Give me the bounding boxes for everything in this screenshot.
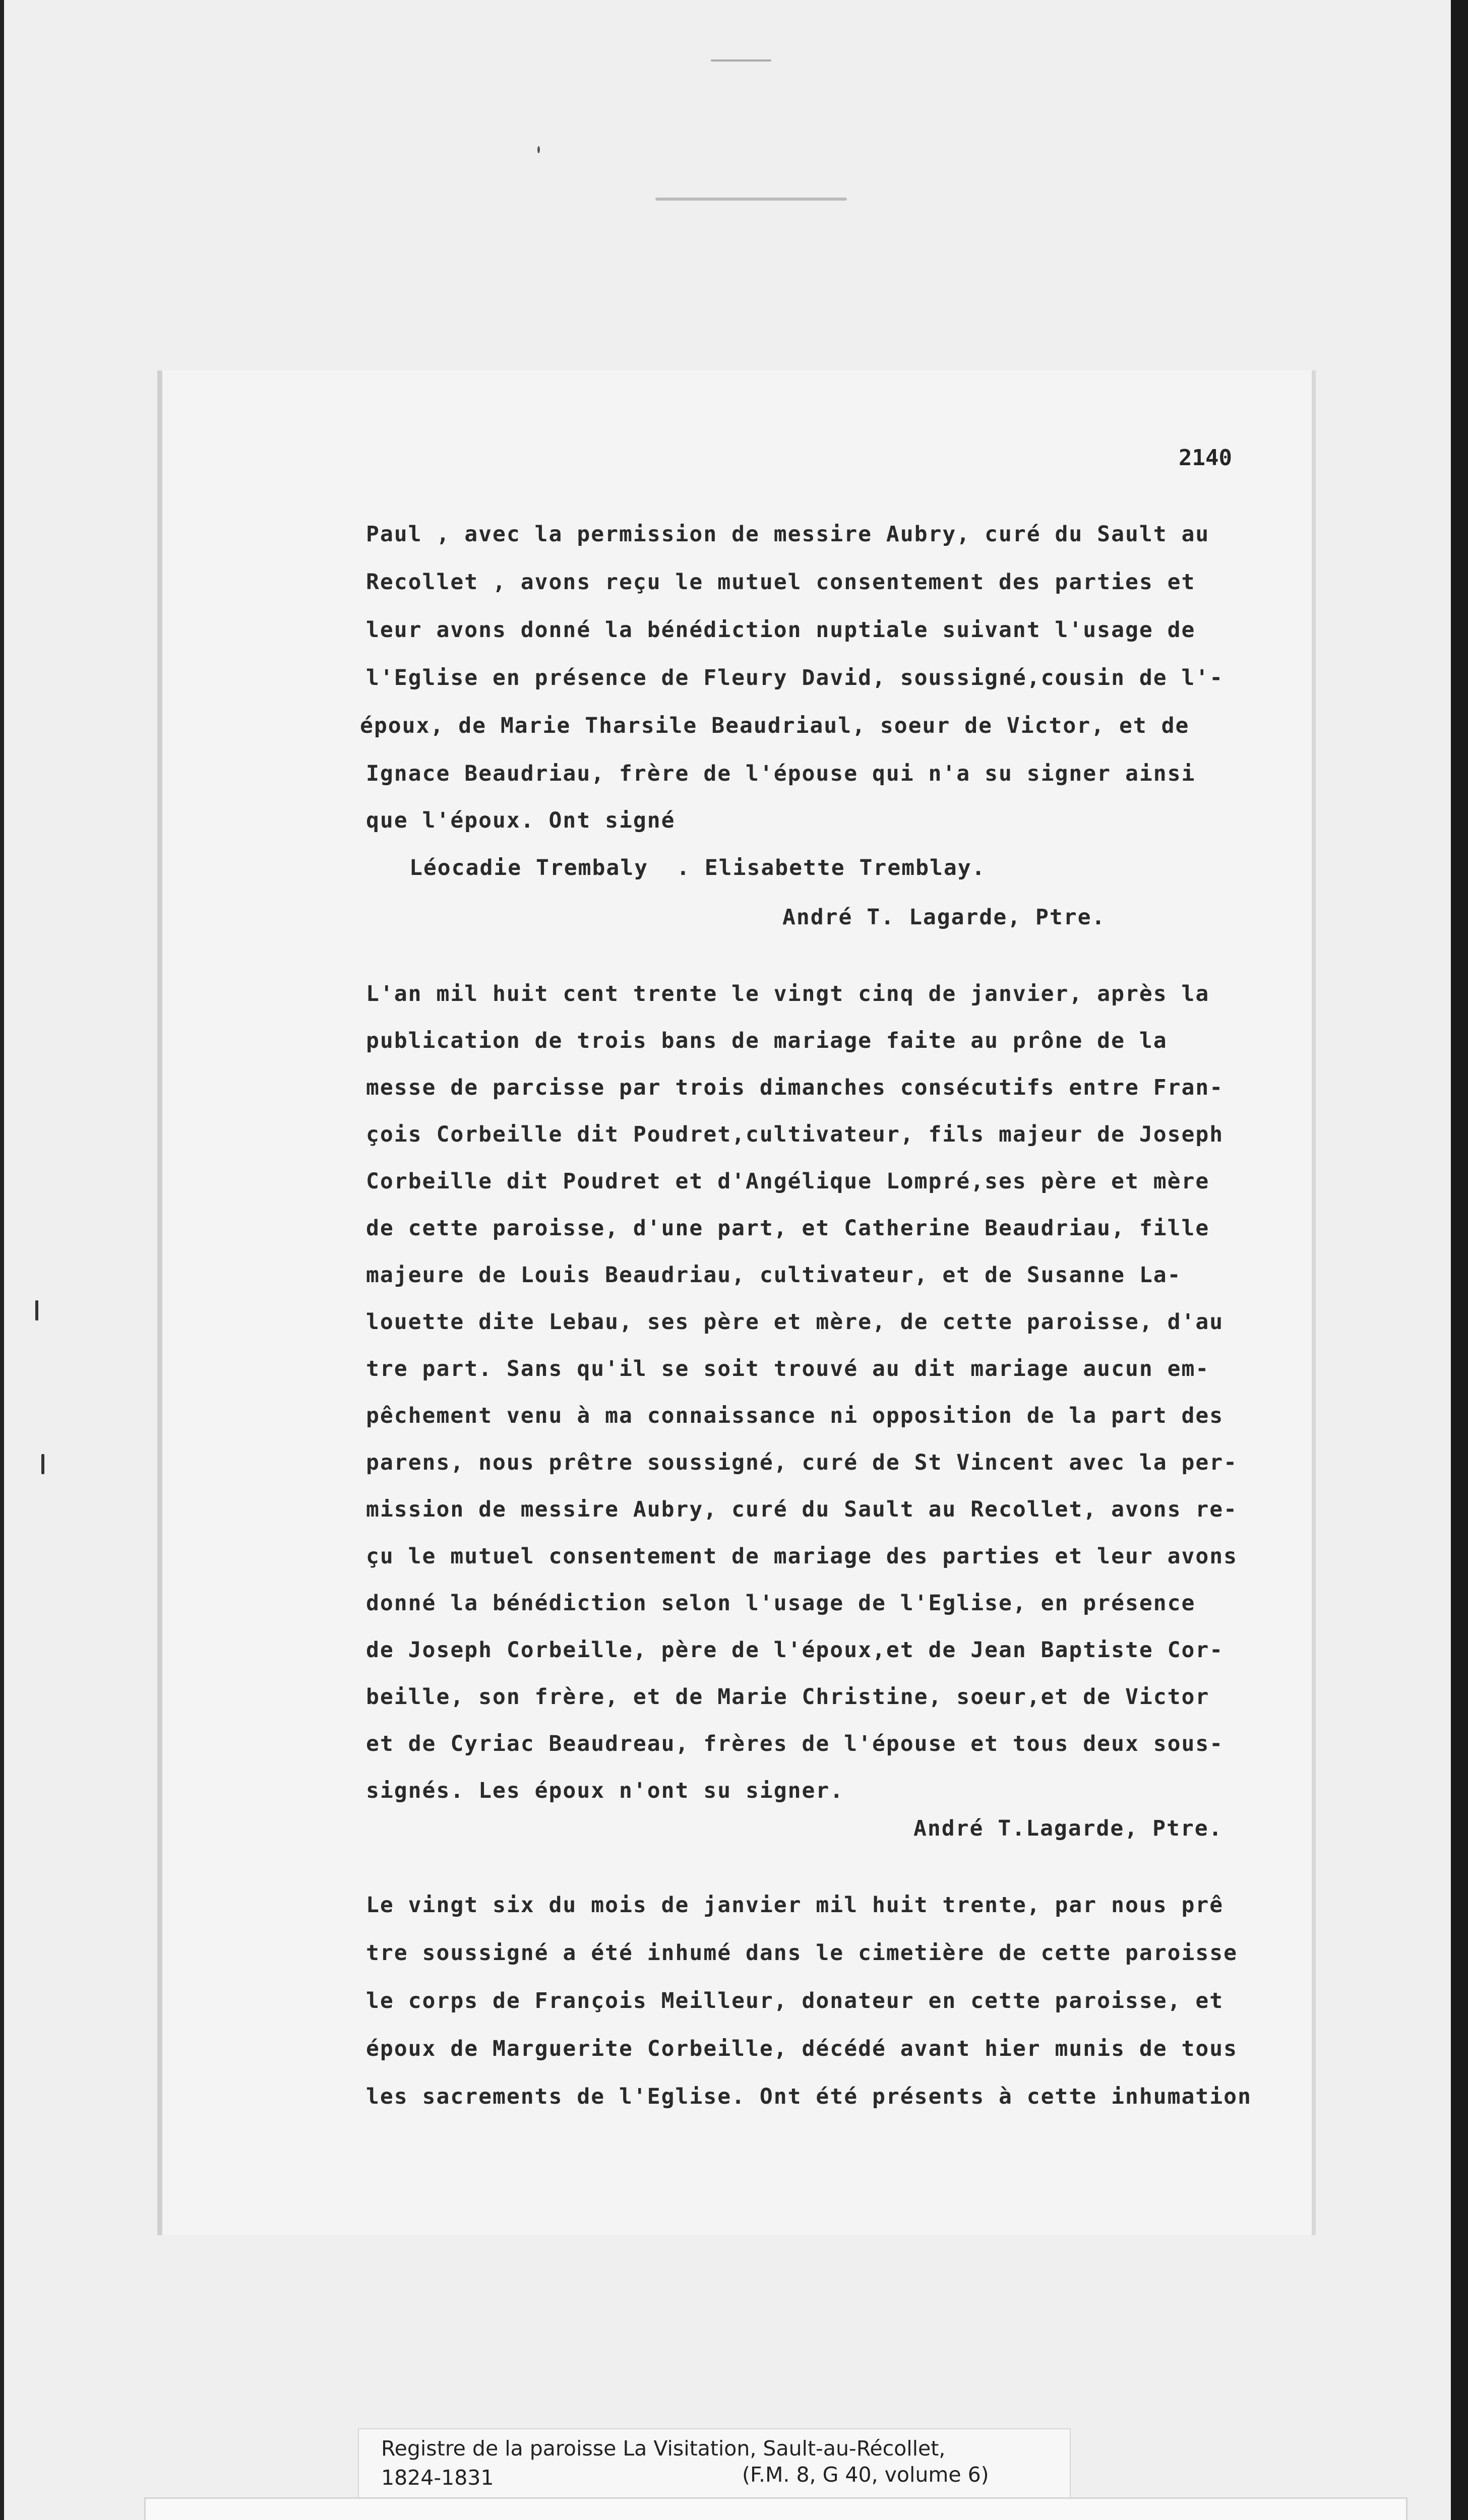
paragraph-2-line: beille, son frère, et de Marie Christine, soeur,et de Victor <box>366 1684 1210 1710</box>
paragraph-2-line: Corbeille dit Poudret et d'Angélique Lompré,ses père et mère <box>366 1169 1210 1194</box>
paragraph-1-line: leur avons donné la bénédiction nuptiale suivant l'usage de <box>366 617 1196 643</box>
paragraph-1-line: l'Eglise en présence de Fleury David, soussigné,cousin de l'- <box>366 665 1224 690</box>
paragraph-3-line: Le vingt six du mois de janvier mil huit trente, par nous prê <box>366 1893 1224 1918</box>
signature-leocadie: Léocadie Trembaly <box>409 855 649 880</box>
paragraph-2-line: publication de trois bans de mariage faite au prône de la <box>366 1028 1168 1053</box>
signature-priest-2: André T.Lagarde, Ptre. <box>913 1816 1223 1841</box>
paragraph-1-line: époux, de Marie Tharsile Beaudriaul, soeur de Victor, et de <box>360 713 1190 738</box>
paragraph-3-line: les sacrements de l'Eglise. Ont été présents à cette inhumation <box>366 2084 1252 2109</box>
signature-priest-1: André T. Lagarde, Ptre. <box>782 905 1106 930</box>
label-register-title: Registre de la paroisse La Visitation, Sault-au-Récollet, <box>381 2436 946 2461</box>
paragraph-2-line: mission de messire Aubry, curé du Sault au Recollet, avons re- <box>366 1497 1238 1522</box>
paragraph-2-line: tre part. Sans qu'il se soit trouvé au dit mariage aucun em- <box>366 1356 1210 1381</box>
paragraph-2-line: L'an mil huit cent trente le vingt cinq de janvier, après la <box>366 981 1210 1006</box>
paragraph-2-line: çu le mutuel consentement de mariage des parties et leur avons <box>366 1544 1238 1569</box>
paragraph-2-line: donné la bénédiction selon l'usage de l'Eglise, en présence <box>366 1591 1196 1616</box>
paragraph-1-line: Recollet , avons reçu le mutuel consentement des parties et <box>366 570 1196 595</box>
paragraph-2-line: pêchement venu à ma connaissance ni opposition de la part des <box>366 1403 1224 1428</box>
paragraph-2-line: çois Corbeille dit Poudret,cultivateur, fils majeur de Joseph <box>366 1122 1224 1147</box>
label-years: 1824-1831 <box>381 2466 494 2490</box>
paragraph-1-line: Paul , avec la permission de messire Aubry, curé du Sault au <box>366 522 1210 547</box>
page-number: 2140 <box>1179 445 1232 471</box>
catalogue-label <box>358 2428 1071 2498</box>
film-speck <box>655 198 847 201</box>
film-speck <box>35 1300 38 1320</box>
paragraph-2-line: signés. Les époux n'ont su signer. <box>366 1778 844 1803</box>
film-edge-right <box>1451 0 1468 2520</box>
paragraph-1-line: Ignace Beaudriau, frère de l'épouse qui n'a su signer ainsi <box>366 761 1196 786</box>
label-reference: (F.M. 8, G 40, volume 6) <box>742 2463 989 2487</box>
paragraph-3-line: tre soussigné a été inhumé dans le cimetière de cette paroisse <box>366 1940 1238 1966</box>
paragraph-2-line: de Joseph Corbeille, père de l'époux,et de Jean Baptiste Cor- <box>366 1637 1224 1663</box>
film-speck <box>537 146 540 153</box>
paragraph-3-line: le corps de François Meilleur, donateur en cette paroisse, et <box>366 1988 1224 2013</box>
paragraph-1-line: que l'époux. Ont signé <box>366 808 676 833</box>
paragraph-2-line: messe de parcisse par trois dimanches consécutifs entre Fran- <box>366 1075 1224 1100</box>
archive-title-box <box>144 2497 1408 2520</box>
paragraph-2-line: majeure de Louis Beaudriau, cultivateur, et de Susanne La- <box>366 1263 1182 1288</box>
paragraph-2-line: louette dite Lebau, ses père et mère, de cette paroisse, d'au <box>366 1309 1224 1335</box>
film-speck <box>41 1454 44 1474</box>
document-sheet <box>160 370 1312 2235</box>
paragraph-2-line: et de Cyriac Beaudreau, frères de l'épouse et tous deux sous- <box>366 1731 1224 1756</box>
film-edge-left <box>0 0 4 2520</box>
paragraph-3-line: époux de Marguerite Corbeille, décédé avant hier munis de tous <box>366 2036 1238 2061</box>
film-speck <box>711 59 771 61</box>
paragraph-2-line: parens, nous prêtre soussigné, curé de St Vincent avec la per- <box>366 1450 1238 1475</box>
paragraph-2-line: de cette paroisse, d'une part, et Catherine Beaudriau, fille <box>366 1216 1210 1241</box>
signature-elisabette: . Elisabette Tremblay. <box>677 855 986 880</box>
